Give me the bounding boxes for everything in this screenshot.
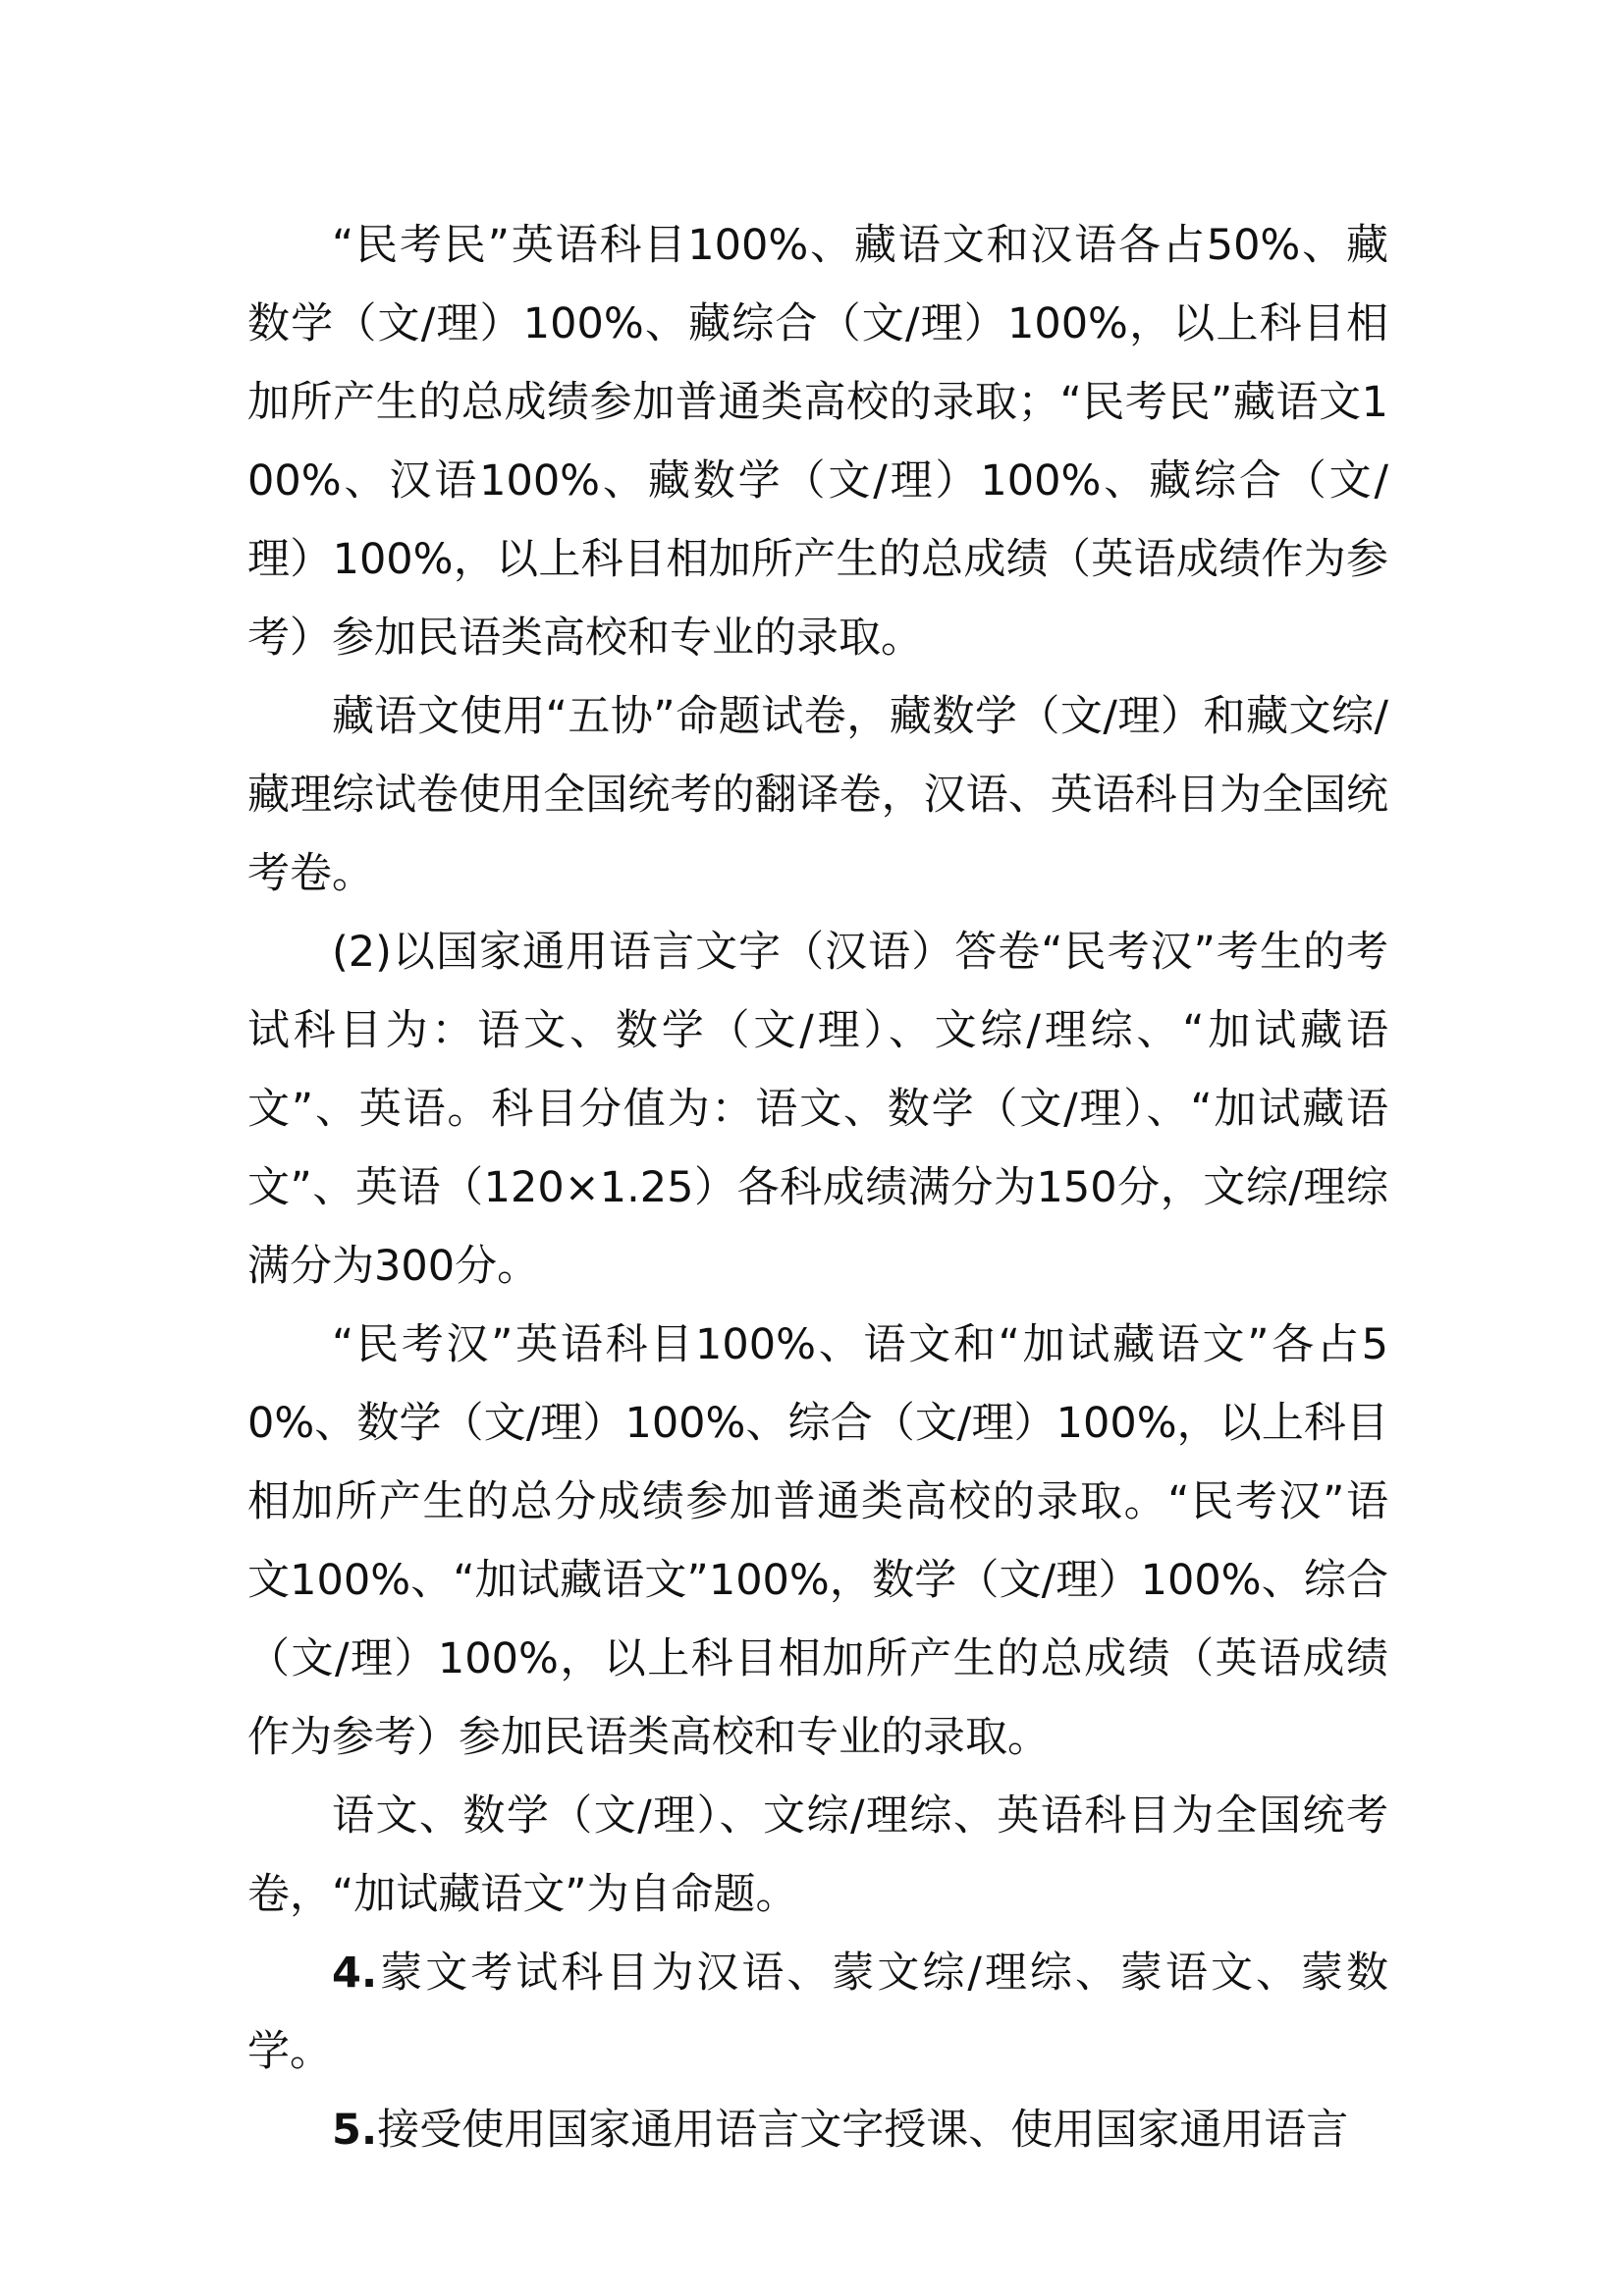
paragraph-national-papers: 语文、数学（文/理）、文综/理综、英语科目为全国统考卷，“加试藏语文”为自命题。 (247, 1791, 1388, 1919)
paragraph-item-4: 4.蒙文考试科目为汉语、蒙文综/理综、蒙语文、蒙数学。 (247, 1949, 1388, 2076)
document-body (247, 206, 1388, 2169)
item-number: 5. (332, 2106, 378, 2155)
paragraph-minkaohan-subjects: (2)以国家通用语言文字（汉语）答卷“民考汉”考生的考试科目为：语文、数学（文/理）、文综/理综、“加试藏语文”、英语。科目分值为：语文、数学（文/理）、“加试藏语文”、英语（120×1.25）各科成绩满分为150分，文综/理综满分为300分。 (247, 928, 1388, 1291)
item-number: 4. (332, 1949, 378, 1998)
paragraph-tibetan-papers: 藏语文使用“五协”命题试卷，藏数学（文/理）和藏文综/藏理综试卷使用全国统考的翻译卷，汉语、英语科目为全国统考卷。 (247, 692, 1388, 898)
paragraph-item-5: 5.接受使用国家通用语言文字授课、使用国家通用语言 (332, 2106, 1349, 2155)
paragraph-minkaohan-scoring: “民考汉”英语科目100%、语文和“加试藏语文”各占50%、数学（文/理）100%、综合（文/理）100%，以上科目相加所产生的总分成绩参加普通类高校的录取。“民考汉”语文100%、“加试藏语文”100%，数学（文/理）100%、综合（文/理）100%，以上科目相加所产生的总成绩（英语成绩作为参考）参加民语类高校和专业的录取。 (247, 1320, 1388, 1762)
paragraph-minkaomin-scoring: “民考民”英语科目100%、藏语文和汉语各占50%、藏数学（文/理）100%、藏综合（文/理）100%，以上科目相加所产生的总成绩参加普通类高校的录取；“民考民”藏语文100%、汉语100%、藏数学（文/理）100%、藏综合（文/理）100%，以上科目相加所产生的总成绩（英语成绩作为参考）参加民语类高校和专业的录取。 (247, 221, 1388, 663)
